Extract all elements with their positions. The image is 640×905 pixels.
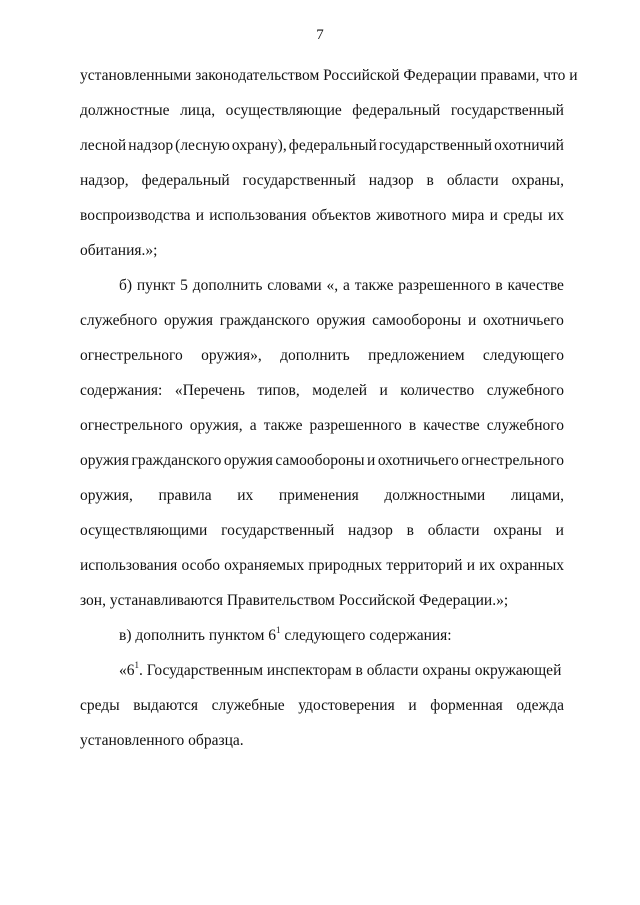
text-line — [80, 346, 564, 366]
word: дополнить — [280, 347, 350, 364]
page-number: 7 — [316, 27, 324, 43]
word: 5 — [180, 277, 188, 294]
word: одежда — [516, 697, 564, 714]
text-line — [80, 381, 564, 401]
word: области — [427, 522, 480, 539]
word: осуществляющие — [225, 102, 342, 119]
text-line — [80, 101, 564, 121]
word: также — [354, 277, 394, 294]
word: их — [479, 557, 496, 574]
word: надзор — [348, 522, 393, 539]
word: б) — [119, 277, 133, 294]
superscript: 1 — [276, 625, 281, 635]
word: следующего — [482, 347, 564, 364]
word: а — [342, 277, 350, 294]
text-segment: . Государственным инспекторам в области охраны окружающей — [139, 662, 562, 679]
word: мира — [451, 207, 485, 224]
word: лесной — [80, 137, 127, 154]
word: оружия, — [80, 487, 133, 504]
word: использования — [209, 207, 307, 224]
word: в — [406, 522, 414, 539]
text-line — [80, 451, 564, 471]
word: удостоверения — [298, 697, 395, 714]
text-segment: следующего содержания: — [280, 627, 452, 644]
word: в — [426, 172, 434, 189]
word: типов, — [257, 382, 300, 399]
word: и — [408, 697, 417, 714]
text-line — [80, 171, 564, 191]
word: осуществляющими — [80, 522, 208, 539]
word: гражданского — [219, 312, 310, 329]
word: охотничьего — [377, 452, 459, 469]
text-line — [80, 521, 564, 541]
word: служебные — [211, 697, 285, 714]
word: а — [249, 417, 257, 434]
word: федеральный — [141, 172, 230, 189]
word: надзор — [368, 172, 414, 189]
word: должностные — [80, 102, 170, 119]
word: дополнить — [192, 277, 263, 294]
word: и — [379, 382, 388, 399]
word: (лесную — [175, 137, 230, 154]
word: особо — [181, 557, 220, 574]
word: выдаются — [133, 697, 199, 714]
word: государственный — [221, 522, 335, 539]
word: области — [446, 172, 499, 189]
word: служебного — [486, 382, 564, 399]
word: охотничьего — [483, 312, 564, 329]
text-line — [80, 206, 564, 226]
text-line: обитания.»; — [80, 242, 158, 259]
text-line — [80, 486, 564, 506]
text-line: зон, устанавливаются Правительством Российской Федерации.»; — [80, 592, 509, 609]
word: огнестрельного — [461, 452, 564, 469]
text-line — [80, 416, 564, 436]
word: огнестрельного — [80, 417, 183, 434]
text-line — [119, 626, 564, 646]
word: и — [489, 207, 498, 224]
word: и — [367, 452, 376, 469]
word: государственный — [450, 102, 564, 119]
word: огнестрельного — [80, 347, 183, 364]
word: государственный — [242, 172, 356, 189]
text-line: установленного образца. — [80, 732, 244, 749]
word: надзор — [128, 137, 174, 154]
word: в — [408, 417, 417, 434]
word: самообороны — [275, 452, 365, 469]
word: и — [466, 557, 476, 574]
word: разрешенного — [398, 277, 491, 294]
word: моделей — [312, 382, 367, 399]
word: государственный — [378, 137, 493, 154]
word: самообороны — [372, 312, 462, 329]
word: оружия — [316, 312, 366, 329]
text-line — [80, 696, 564, 716]
text-line — [119, 661, 564, 681]
superscript: 1 — [134, 660, 139, 670]
word: среды — [503, 207, 543, 224]
word: их — [547, 207, 564, 224]
word: должностными — [384, 487, 486, 504]
text-line — [80, 311, 564, 331]
word: федеральный — [352, 102, 441, 119]
word: разрешенного — [309, 417, 402, 434]
word: в — [495, 277, 503, 294]
word: животного — [376, 207, 447, 224]
word: правила — [158, 487, 212, 504]
word: оружия», — [201, 347, 262, 364]
word: охраны, — [511, 172, 564, 189]
word: и — [555, 522, 564, 539]
word: природных — [308, 557, 383, 574]
word: охраняемых — [224, 557, 305, 574]
word: содержания: — [80, 382, 163, 399]
word: охотничий — [494, 137, 564, 154]
word: и — [467, 312, 477, 329]
word: гражданского — [131, 452, 222, 469]
word: их — [237, 487, 254, 504]
text-line — [80, 556, 564, 576]
text-line — [119, 276, 564, 296]
word: охраны — [493, 522, 542, 539]
word: качестве — [507, 277, 564, 294]
word: воспроизводства — [80, 207, 191, 224]
text-segment: «6 — [119, 662, 135, 679]
word: качестве — [423, 417, 480, 434]
text-segment: в) дополнить пунктом 6 — [119, 627, 276, 644]
word: оружия — [80, 452, 129, 469]
word: территорий — [386, 557, 463, 574]
word: лицами, — [510, 487, 564, 504]
word: и — [195, 207, 205, 224]
word: лица, — [180, 102, 216, 119]
word: «Перечень — [174, 382, 245, 399]
word: надзор, — [80, 172, 129, 189]
word: оружия — [163, 312, 213, 329]
word: также — [263, 417, 303, 434]
word: охрану), — [231, 137, 287, 154]
word: среды — [80, 697, 120, 714]
word: оружия — [223, 452, 273, 469]
word: использования — [80, 557, 178, 574]
word: федеральный — [288, 137, 377, 154]
word: словами — [267, 277, 322, 294]
word: форменная — [430, 697, 503, 714]
word: предложением — [368, 347, 465, 364]
word: «, — [326, 277, 339, 294]
text-line: установленными законодательством Российской Федерации правами, что и — [80, 67, 578, 84]
text-line — [80, 136, 564, 156]
word: служебного — [80, 312, 158, 329]
word: количество — [400, 382, 475, 399]
word: объектов — [311, 207, 371, 224]
word: охранных — [499, 557, 564, 574]
word: служебного — [486, 417, 564, 434]
word: оружия, — [189, 417, 243, 434]
word: пункт — [136, 277, 176, 294]
word: применения — [278, 487, 359, 504]
